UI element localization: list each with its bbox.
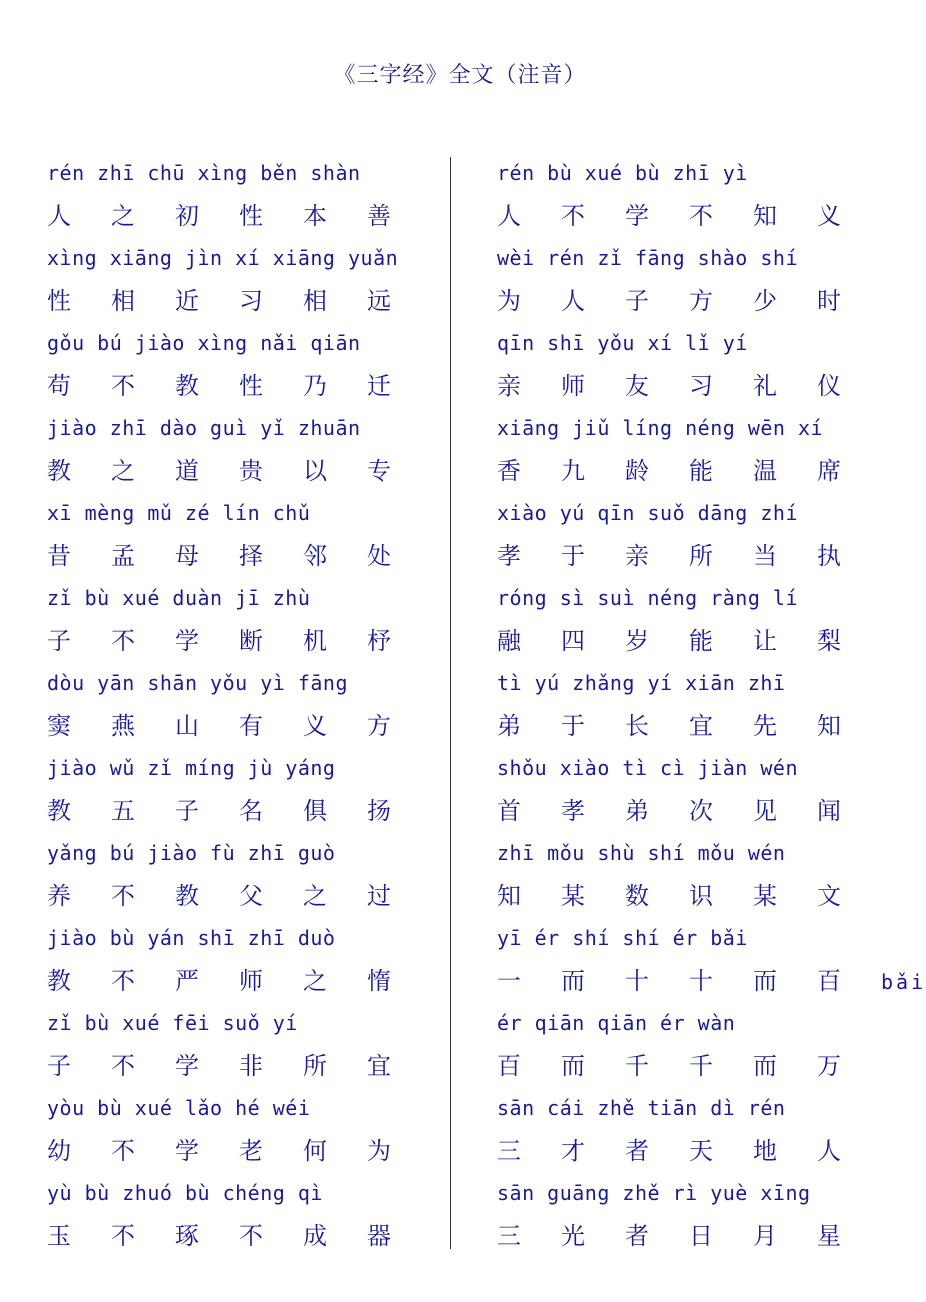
hanzi-line <box>497 195 926 237</box>
character: 有 <box>239 712 263 740</box>
character: 亲 <box>625 542 649 570</box>
hanzi-line <box>497 1045 926 1087</box>
pinyin-line: rén bù xué bù zhī yì <box>497 161 748 185</box>
character: 次 <box>689 797 713 825</box>
character: 三 <box>497 1137 521 1165</box>
character: 首 <box>497 797 521 825</box>
character: 子 <box>47 1052 71 1080</box>
character: 非 <box>239 1052 263 1080</box>
pinyin-line: dòu yān shān yǒu yì fāng <box>47 671 348 695</box>
verse <box>47 492 431 577</box>
hanzi-line <box>497 705 926 747</box>
character: 日 <box>689 1222 713 1250</box>
character: 方 <box>689 287 713 315</box>
character: 四 <box>561 627 585 655</box>
character: 孟 <box>111 542 135 570</box>
character: 专 <box>367 457 391 485</box>
character: 而 <box>561 1052 585 1080</box>
pinyin-line: rén zhī chū xìng běn shàn <box>47 161 361 185</box>
pinyin-line: wèi rén zǐ fāng shào shí <box>497 246 798 270</box>
character: 不 <box>111 967 135 995</box>
character: 性 <box>239 202 263 230</box>
character: 仪 <box>817 372 841 400</box>
hanzi-line <box>497 1130 926 1172</box>
hanzi-line <box>47 790 431 832</box>
hanzi-line <box>47 280 431 322</box>
pinyin-line: róng sì suì néng ràng lí <box>497 586 798 610</box>
column-divider <box>450 157 451 1249</box>
character: 方 <box>367 712 391 740</box>
character: 器 <box>367 1222 391 1250</box>
hanzi-line <box>47 195 431 237</box>
character: 苟 <box>47 372 71 400</box>
character: 九 <box>561 457 585 485</box>
character: 文 <box>817 882 841 910</box>
verse <box>497 832 926 917</box>
character: 时 <box>817 287 841 315</box>
character: 所 <box>303 1052 327 1080</box>
character: 相 <box>303 287 327 315</box>
character: 星 <box>817 1222 841 1250</box>
character: 三 <box>497 1222 521 1250</box>
character: 岁 <box>625 627 649 655</box>
character: 贵 <box>239 457 263 485</box>
character: 道 <box>175 457 199 485</box>
pinyin-line: zǐ bù xué duàn jī zhù <box>47 586 311 610</box>
verse <box>47 917 431 1002</box>
character: 天 <box>689 1137 713 1165</box>
page-title: 《三字经》全文（注音） <box>333 63 587 88</box>
hanzi-line <box>47 450 431 492</box>
character: 迁 <box>367 372 391 400</box>
character: 所 <box>689 542 713 570</box>
character: 席 <box>817 457 841 485</box>
character: 为 <box>367 1137 391 1165</box>
hanzi-line <box>47 875 431 917</box>
verse <box>497 747 926 832</box>
hanzi-line <box>47 705 431 747</box>
character: 某 <box>561 882 585 910</box>
character: 不 <box>111 627 135 655</box>
character: 于 <box>561 712 585 740</box>
hanzi-line <box>47 960 431 1002</box>
character: 见 <box>753 797 777 825</box>
character: 学 <box>175 1137 199 1165</box>
character: 当 <box>753 542 777 570</box>
character: 一 <box>497 967 521 995</box>
verse <box>47 322 431 407</box>
character: 人 <box>561 287 585 315</box>
character: 而 <box>753 967 777 995</box>
character: 礼 <box>753 372 777 400</box>
character: 不 <box>561 202 585 230</box>
character: 孝 <box>497 542 521 570</box>
verse <box>47 152 431 237</box>
character: 香 <box>497 457 521 485</box>
pinyin-line: gǒu bú jiào xìng nǎi qiān <box>47 331 361 355</box>
verse <box>497 1002 926 1087</box>
pinyin-line: zhī mǒu shù shí mǒu wén <box>497 841 786 865</box>
character: 之 <box>303 967 327 995</box>
character: 择 <box>239 542 263 570</box>
character: 人 <box>497 202 521 230</box>
verse <box>497 407 926 492</box>
character: 融 <box>497 627 521 655</box>
pinyin-line: jiào zhī dào guì yǐ zhuān <box>47 416 361 440</box>
hanzi-line <box>47 1045 431 1087</box>
character: 执 <box>817 542 841 570</box>
character: 不 <box>111 1052 135 1080</box>
character: 知 <box>497 882 521 910</box>
verse <box>47 662 431 747</box>
verse <box>47 237 431 322</box>
character: 教 <box>47 967 71 995</box>
hanzi-line <box>497 450 926 492</box>
character: 习 <box>689 372 713 400</box>
character: 人 <box>47 202 71 230</box>
character: 知 <box>817 712 841 740</box>
hanzi-line <box>497 280 926 322</box>
pinyin-line: xiāng jiǔ líng néng wēn xí <box>497 416 824 440</box>
character: 才 <box>561 1137 585 1165</box>
verse <box>497 1172 926 1257</box>
character: 义 <box>817 202 841 230</box>
character: 本 <box>303 202 327 230</box>
verse <box>497 577 926 662</box>
character: 长 <box>625 712 649 740</box>
verse <box>497 662 926 747</box>
character: 孝 <box>561 797 585 825</box>
hanzi-line <box>47 1215 431 1257</box>
character: 师 <box>561 372 585 400</box>
character: 师 <box>239 967 263 995</box>
verse <box>47 1087 431 1172</box>
character: 十 <box>625 967 649 995</box>
character: 闻 <box>817 797 841 825</box>
character: 母 <box>175 542 199 570</box>
pinyin-line: sān guāng zhě rì yuè xīng <box>497 1181 811 1205</box>
pinyin-line: yòu bù xué lǎo hé wéi <box>47 1096 311 1120</box>
hanzi-line <box>497 790 926 832</box>
character: 学 <box>625 202 649 230</box>
character: 之 <box>303 882 327 910</box>
character: 不 <box>689 202 713 230</box>
pinyin-line: yī ér shí shí ér bǎi <box>497 926 748 950</box>
character: 山 <box>175 712 199 740</box>
hanzi-line <box>47 535 431 577</box>
character: 过 <box>367 882 391 910</box>
character: 不 <box>111 1137 135 1165</box>
character: 燕 <box>111 712 135 740</box>
pinyin-line: xiào yú qīn suǒ dāng zhí <box>497 501 798 525</box>
character: 之 <box>111 457 135 485</box>
hanzi-line <box>47 365 431 407</box>
verse <box>497 1087 926 1172</box>
character: 机 <box>303 627 327 655</box>
hanzi-line <box>497 620 926 662</box>
character: 处 <box>367 542 391 570</box>
character: 养 <box>47 882 71 910</box>
character: 不 <box>111 1222 135 1250</box>
character: 温 <box>753 457 777 485</box>
character: 远 <box>367 287 391 315</box>
character: 月 <box>753 1222 777 1250</box>
character: 父 <box>239 882 263 910</box>
verse <box>497 917 926 1002</box>
verse <box>497 492 926 577</box>
hanzi-line <box>47 1130 431 1172</box>
character: 为 <box>497 287 521 315</box>
character: 弟 <box>625 797 649 825</box>
character: 琢 <box>175 1222 199 1250</box>
character: 先 <box>753 712 777 740</box>
character: 梨 <box>817 627 841 655</box>
character: 不 <box>111 372 135 400</box>
character: 者 <box>625 1137 649 1165</box>
verse <box>47 1002 431 1087</box>
character: 数 <box>625 882 649 910</box>
character: 教 <box>47 457 71 485</box>
pinyin-line: jiào bù yán shī zhī duò <box>47 926 336 950</box>
character: 乃 <box>303 372 327 400</box>
pinyin-line: tì yú zhǎng yí xiān zhī <box>497 671 786 695</box>
stray-pinyin: bǎi <box>881 970 926 994</box>
verse <box>497 237 926 322</box>
character: 友 <box>625 372 649 400</box>
character: 千 <box>625 1052 649 1080</box>
verse <box>47 577 431 662</box>
character: 邻 <box>303 542 327 570</box>
character: 学 <box>175 627 199 655</box>
character: 相 <box>111 287 135 315</box>
pinyin-line: xī mèng mǔ zé lín chǔ <box>47 501 311 525</box>
character: 幼 <box>47 1137 71 1165</box>
character: 十 <box>689 967 713 995</box>
character: 以 <box>303 457 327 485</box>
character: 少 <box>753 287 777 315</box>
pinyin-line: zǐ bù xué fēi suǒ yí <box>47 1011 298 1035</box>
verse <box>497 152 926 237</box>
verse <box>47 832 431 917</box>
character: 善 <box>367 202 391 230</box>
character: 能 <box>689 457 713 485</box>
character: 地 <box>753 1137 777 1165</box>
character: 扬 <box>367 797 391 825</box>
character: 老 <box>239 1137 263 1165</box>
hanzi-line <box>497 1215 926 1257</box>
left-column <box>47 152 431 1257</box>
character: 不 <box>111 882 135 910</box>
character: 亲 <box>497 372 521 400</box>
character: 子 <box>625 287 649 315</box>
character: 不 <box>239 1222 263 1250</box>
character: 人 <box>817 1137 841 1165</box>
right-column <box>497 152 926 1257</box>
character: 俱 <box>303 797 327 825</box>
character: 名 <box>239 797 263 825</box>
character: 初 <box>175 202 199 230</box>
character: 断 <box>239 627 263 655</box>
pinyin-line: ér qiān qiān ér wàn <box>497 1011 736 1035</box>
character: 五 <box>111 797 135 825</box>
pinyin-line: xìng xiāng jìn xí xiāng yuǎn <box>47 246 399 270</box>
verse <box>47 747 431 832</box>
character: 子 <box>47 627 71 655</box>
character: 教 <box>47 797 71 825</box>
hanzi-line <box>47 620 431 662</box>
character: 龄 <box>625 457 649 485</box>
pinyin-line: jiào wǔ zǐ míng jù yáng <box>47 756 336 780</box>
character: 性 <box>239 372 263 400</box>
character: 何 <box>303 1137 327 1165</box>
character: 百 <box>817 967 841 995</box>
character: 性 <box>47 287 71 315</box>
verse <box>497 322 926 407</box>
character: 严 <box>175 967 199 995</box>
character: 让 <box>753 627 777 655</box>
character: 习 <box>239 287 263 315</box>
hanzi-line <box>497 535 926 577</box>
verse <box>47 407 431 492</box>
pinyin-line: sān cái zhě tiān dì rén <box>497 1096 786 1120</box>
character: 知 <box>753 202 777 230</box>
pinyin-line: yǎng bú jiào fù zhī guò <box>47 841 336 865</box>
character: 而 <box>753 1052 777 1080</box>
character: 教 <box>175 882 199 910</box>
character: 玉 <box>47 1222 71 1250</box>
character: 识 <box>689 882 713 910</box>
character: 而 <box>561 967 585 995</box>
hanzi-line <box>497 960 926 1002</box>
pinyin-line: shǒu xiào tì cì jiàn wén <box>497 756 798 780</box>
character: 子 <box>175 797 199 825</box>
character: 千 <box>689 1052 713 1080</box>
character: 成 <box>303 1222 327 1250</box>
character: 万 <box>817 1052 841 1080</box>
character: 宜 <box>367 1052 391 1080</box>
character: 弟 <box>497 712 521 740</box>
hanzi-line <box>497 365 926 407</box>
character: 者 <box>625 1222 649 1250</box>
hanzi-line <box>497 875 926 917</box>
character: 百 <box>497 1052 521 1080</box>
verse <box>47 1172 431 1257</box>
character: 昔 <box>47 542 71 570</box>
character: 教 <box>175 372 199 400</box>
character: 能 <box>689 627 713 655</box>
pinyin-line: yù bù zhuó bù chéng qì <box>47 1181 323 1205</box>
character: 惰 <box>367 967 391 995</box>
character: 于 <box>561 542 585 570</box>
character: 宜 <box>689 712 713 740</box>
character: 光 <box>561 1222 585 1250</box>
character: 学 <box>175 1052 199 1080</box>
character: 义 <box>303 712 327 740</box>
character: 某 <box>753 882 777 910</box>
character: 之 <box>111 202 135 230</box>
character: 杼 <box>367 627 391 655</box>
pinyin-line: qīn shī yǒu xí lǐ yí <box>497 331 748 355</box>
character: 窦 <box>47 712 71 740</box>
character: 近 <box>175 287 199 315</box>
